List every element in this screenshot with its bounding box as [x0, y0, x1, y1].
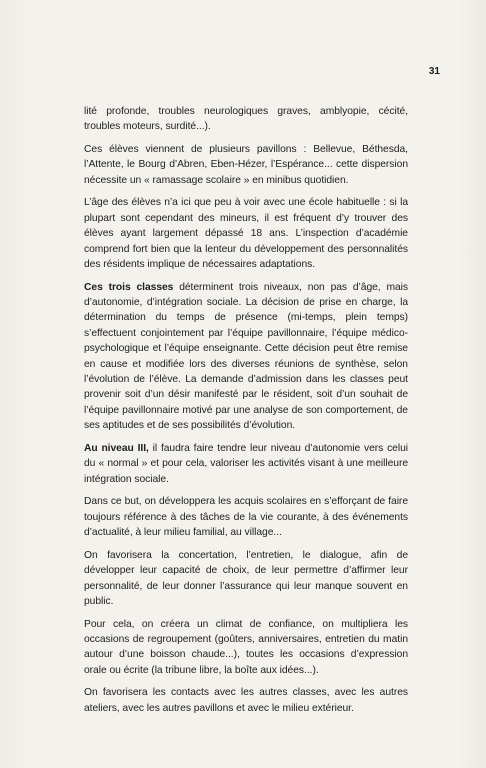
paragraph-text: il faudra faire tendre leur niveau d’autonomie vers celui du « normal » et pour cela, valoriser les activités visant à une meilleure intégration sociale.	[84, 442, 408, 485]
paragraph-text: Pour cela, on créera un climat de confiance, on multipliera les occasions de regroupement (goûters, anniversaires, entretien du matin autour d’une boisson chaude...), toutes les occasions d’expression orale ou écrite (la tribune libre, la boîte aux idées...).	[84, 618, 408, 676]
paragraph	[84, 142, 408, 188]
paragraph	[84, 548, 408, 610]
paragraph	[84, 494, 408, 540]
paragraph-text: lité profonde, troubles neurologiques graves, amblyopie, cécité, troubles moteurs, surdité...).	[84, 106, 408, 133]
paragraph-text: déterminent trois niveaux, non pas d’âge, mais d’autonomie, d’intégration sociale. La décision de prise en charge, la détermination du temps de présence (mi-temps, plein temps) s’effectuent conjointement par l’équipe pavillonnaire, l’équipe médico-psychologique et l’équipe enseignante. Cette décision peut être remise en cause et modifiée lors des diverses réunions de synthèse, selon l’évolution de l’élève. La demande d’admission dans les classes peut provenir soit d’un désir manifesté par le résident, soit d’un souhait de l’équipe pavillonnaire motivé par une analyse de son comportement, de ses aptitudes et de ses possibilités d’évolution.	[84, 281, 408, 432]
paragraph-text: On favorisera la concertation, l’entretien, le dialogue, afin de développer leur capacité de choix, de leur permettre d’affirmer leur personnalité, de leur donner l’assurance qui leur manque souvent en public.	[84, 549, 408, 607]
paragraph-lead: Au niveau III,	[84, 442, 149, 454]
paragraph	[84, 280, 408, 434]
paragraph-lead: Ces trois classes	[84, 281, 174, 293]
paragraph-text: On favorisera les contacts avec les autres classes, avec les autres ateliers, avec les autres pavillons et avec le milieu extérieur.	[84, 687, 408, 714]
paragraph-text: Ces élèves viennent de plusieurs pavillons : Bellevue, Béthesda, l’Attente, le Bourg d’Abren, Eben-Hézer, l’Espérance... cette dispersion nécessite un « ramassage scolaire » en minibus quotidien.	[84, 144, 408, 186]
paragraph	[84, 685, 408, 716]
paragraph	[84, 104, 408, 135]
body-text	[84, 104, 408, 723]
paragraph-text: Dans ce but, on développera les acquis scolaires en s’efforçant de faire toujours référence à des tâches de la vie courante, à des événements d’actualité, à leur milieu familial, au village...	[84, 496, 408, 539]
paragraph	[84, 617, 408, 679]
page-number: 31	[428, 66, 440, 77]
paragraph	[84, 441, 408, 487]
paragraph-text: L’âge des élèves n’a ici que peu à voir avec une école habituelle : si la plupart sont cependant des mineurs, il est fréquent d’y trouver des élèves ayant largement dépassé 18 ans. L’inspection d’académie comprend fort bien que la lenteur du développement des personnalités des résidents implique de nécessaires adaptations.	[84, 197, 408, 271]
paragraph	[84, 195, 408, 272]
